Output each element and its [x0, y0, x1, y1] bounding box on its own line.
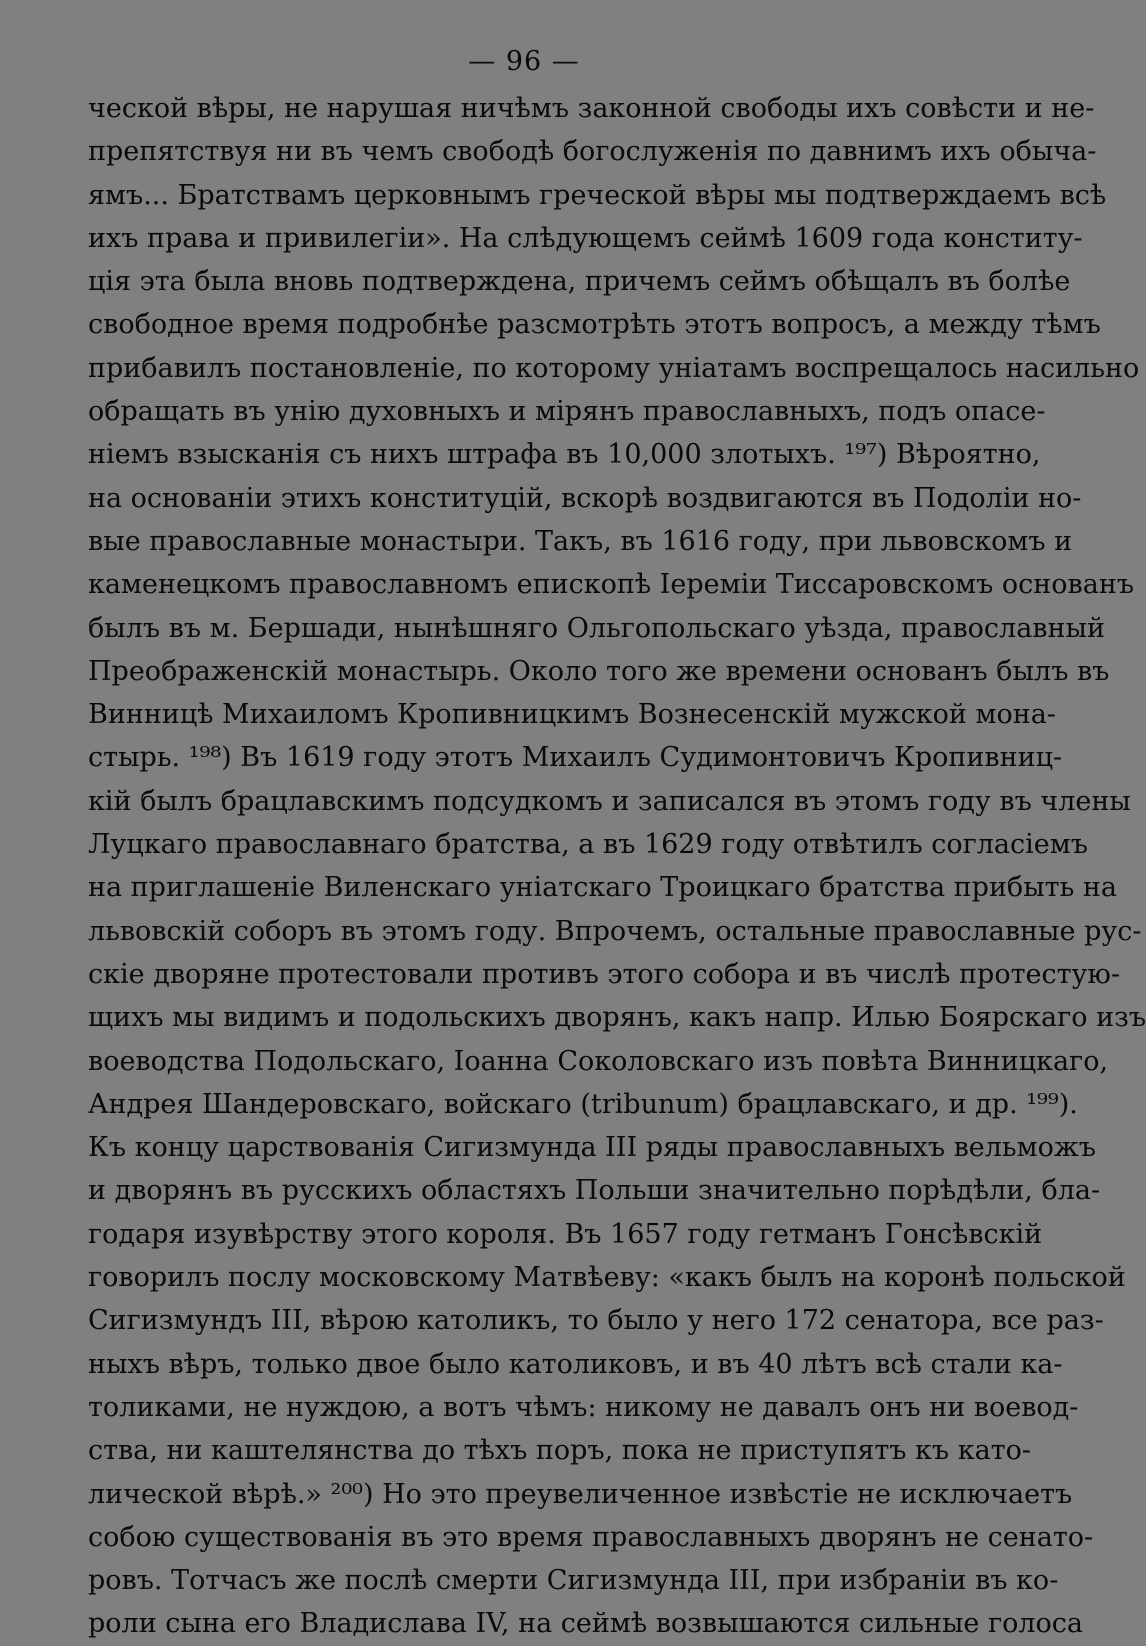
text-line: кій былъ брацлавскимъ подсудкомъ и записался въ этомъ году въ члены	[88, 785, 1131, 817]
text-line: обращать въ унію духовныхъ и мірянъ православныхъ, подъ опасе-	[88, 396, 1046, 428]
text-line: Къ концу царствованія Сигизмунда III ряды православныхъ вельможъ	[88, 1132, 1096, 1164]
text-line: и дворянъ въ русскихъ областяхъ Польши значительно порѣдѣли, бла-	[88, 1175, 1101, 1207]
text-line: толиками, не нуждою, а вотъ чѣмъ: никому не давалъ онъ ни воевод-	[88, 1391, 1079, 1423]
page-number: — 96 —	[468, 46, 580, 77]
text-line: Андрея Шандеровскаго, войскаго (tribunum) брацлавскаго, и др. ¹⁹⁹).	[88, 1088, 1078, 1120]
body-text	[88, 87, 1146, 1646]
text-line: скіе дворяне протестовали противъ этого собора и въ числѣ протестую-	[88, 958, 1121, 990]
text-line: роли сына его Владислава IV, на сеймѣ возвышаются сильные голоса	[88, 1608, 1084, 1640]
text-line: львовскій соборъ въ этомъ году. Впрочемъ, остальные православные рус-	[88, 915, 1142, 947]
text-line: прибавилъ постановленіе, по которому уніатамъ воспрещалось насильно	[88, 352, 1140, 384]
text-line: свободное время подробнѣе разсмотрѣть этотъ вопросъ, а между тѣмъ	[88, 309, 1101, 341]
text-line: воеводства Подольскаго, Іоанна Соколовскаго изъ повѣта Винницкаго,	[88, 1045, 1109, 1077]
text-line: ныхъ вѣръ, только двое было католиковъ, и въ 40 лѣтъ всѣ стали ка-	[88, 1348, 1063, 1380]
text-line: Луцкаго православнаго братства, а въ 1629 году отвѣтилъ согласіемъ	[88, 829, 1088, 861]
text-line: ніемъ взысканія съ нихъ штрафа въ 10,000 злотыхъ. ¹⁹⁷) Вѣроятно,	[88, 439, 1041, 471]
text-line: щихъ мы видимъ и подольскихъ дворянъ, какъ напр. Илью Боярскаго изъ	[88, 1002, 1146, 1034]
text-line: ихъ права и привилегіи». На слѣдующемъ сеймѣ 1609 года конститу-	[88, 222, 1083, 254]
text-line: ческой вѣры, не нарушая ничѣмъ законной свободы ихъ совѣсти и не-	[88, 93, 1095, 124]
text-line: собою существованія въ это время православныхъ дворянъ не сенато-	[88, 1521, 1094, 1553]
text-line: ямъ... Братствамъ церковнымъ греческой вѣры мы подтверждаемъ всѣ	[88, 179, 1107, 211]
text-line: стырь. ¹⁹⁸) Въ 1619 году этотъ Михаилъ Судимонтовичъ Кропивниц-	[88, 742, 1063, 774]
text-line: вые православные монастыри. Такъ, въ 1616 году, при львовскомъ и	[88, 525, 1073, 557]
text-line: Сигизмундъ III, вѣрою католикъ, то было у него 172 сенатора, все раз-	[88, 1305, 1104, 1337]
text-line: препятствуя ни въ чемъ свободѣ богослуженія по давнимъ ихъ обыча-	[88, 136, 1097, 168]
text-line: говорилъ послу московскому Матвѣеву: «какъ былъ на коронѣ польской	[88, 1262, 1126, 1294]
text-line: на основаніи этихъ конституцій, вскорѣ воздвигаются въ Подоліи но-	[88, 482, 1082, 514]
text-line: каменецкомъ православномъ епископѣ Іереміи Тиссаровскомъ основанъ	[88, 569, 1134, 601]
text-line: ства, ни каштелянства до тѣхъ поръ, пока не приступятъ къ като-	[88, 1435, 1031, 1467]
text-line: лической вѣрѣ.» ²⁰⁰) Но это преувеличенное извѣстіе не исключаетъ	[88, 1478, 1073, 1510]
text-line: ція эта была вновь подтверждена, причемъ сеймъ обѣщалъ въ болѣе	[88, 266, 1071, 298]
text-line: годаря изувѣрству этого короля. Въ 1657 году гетманъ Гонсѣвскій	[88, 1218, 1043, 1250]
text-line: на приглашеніе Виленскаго уніатскаго Троицкаго братства прибыть на	[88, 872, 1117, 904]
text-line: ровъ. Тотчасъ же послѣ смерти Сигизмунда III, при избраніи въ ко-	[88, 1565, 1059, 1597]
text-line: Преображенскій монастырь. Около того же времени основанъ былъ въ	[88, 655, 1110, 687]
text-line: былъ въ м. Бершади, нынѣшняго Ольгопольскаго уѣзда, православный	[88, 612, 1105, 644]
text-line: Винницѣ Михаиломъ Кропивницкимъ Вознесенскій мужской мона-	[88, 699, 1056, 731]
